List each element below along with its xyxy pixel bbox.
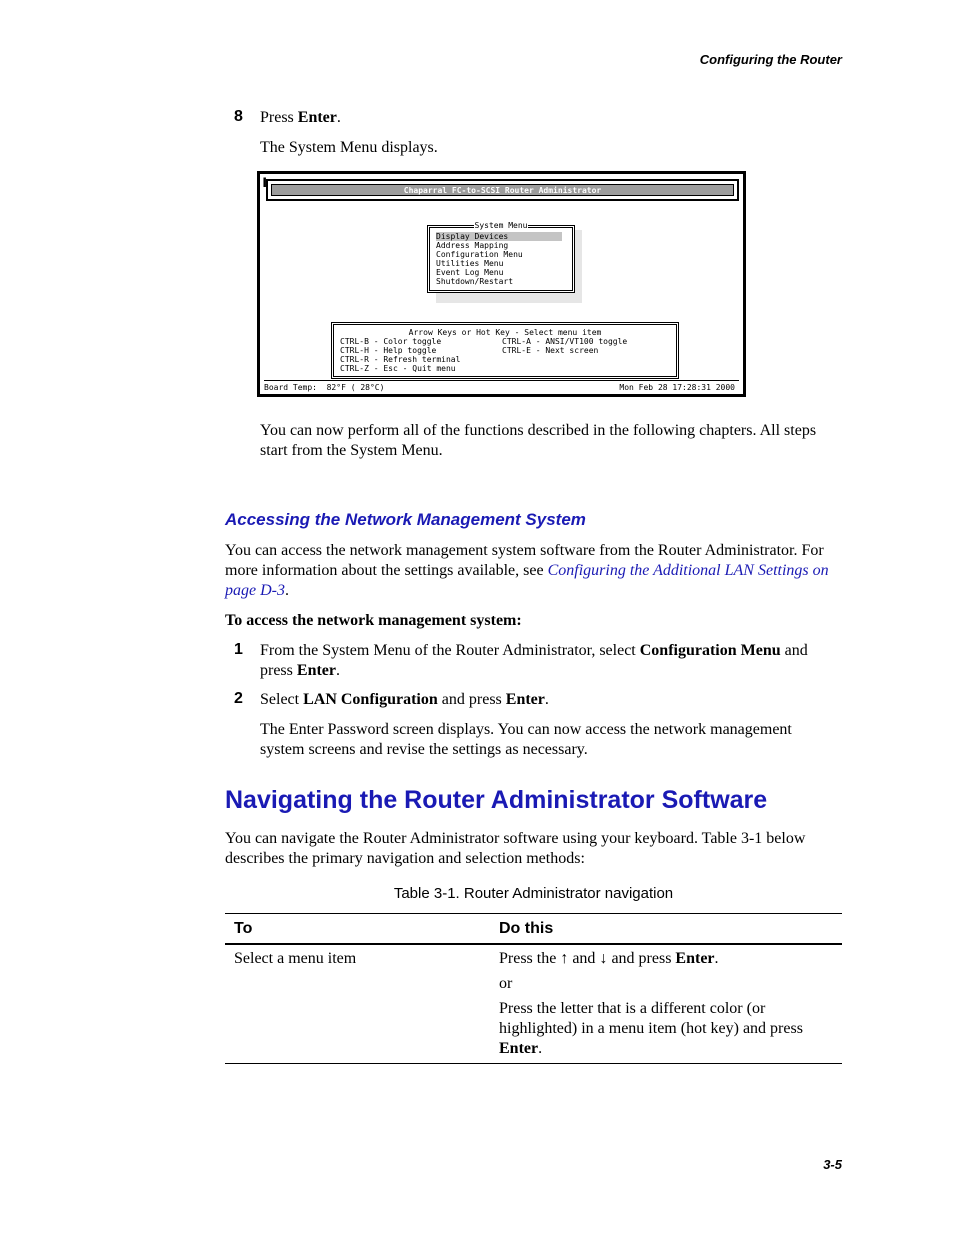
menu-item[interactable]: Event Log Menu <box>436 268 504 277</box>
menu-item[interactable]: Shutdown/Restart <box>436 277 514 286</box>
help-box <box>331 322 679 379</box>
up-arrow-icon: ↑ <box>560 950 569 967</box>
system-menu-items <box>436 232 562 286</box>
table-header-do: Do this <box>499 920 554 937</box>
table-cell: Press the letter that is a different color (or highlighted) in a menu item (hot key) and press Enter. <box>499 1000 803 1057</box>
paragraph: You can access the network management system software from the Router Administrator. For more information about the settings available, see Configuring the Additional LAN Settings on page D-3. <box>225 542 829 599</box>
menu-item[interactable]: Address Mapping <box>436 241 509 250</box>
system-menu-box <box>427 221 575 293</box>
help-left-column <box>340 337 460 373</box>
table-header-rule <box>225 943 842 945</box>
help-line: CTRL-R - Refresh terminal <box>340 355 461 364</box>
help-line: CTRL-H - Help toggle <box>340 346 437 355</box>
table-cell-or: or <box>499 975 513 992</box>
cursor-mark: ▐ <box>261 178 266 187</box>
section-subheading: Accessing the Network Management System <box>225 510 586 529</box>
table-bottom-rule <box>225 1063 842 1064</box>
step-result: The System Menu displays. <box>260 139 438 156</box>
system-menu-title: System Menu <box>474 221 528 230</box>
system-menu-screenshot <box>257 171 746 397</box>
menu-item[interactable]: Display Devices <box>436 232 562 241</box>
table-caption: Table 3-1. Router Administrator navigation <box>393 885 674 902</box>
help-line: CTRL-E - Next screen <box>502 346 599 355</box>
help-right-column <box>502 337 627 355</box>
help-line: CTRL-Z - Esc - Quit menu <box>340 364 456 373</box>
help-header: Arrow Keys or Hot Key - Select menu item <box>408 328 602 337</box>
step-number: 8 <box>234 108 243 125</box>
menu-item[interactable]: Configuration Menu <box>436 250 523 259</box>
step-text: Press Enter. <box>260 109 341 126</box>
status-line <box>264 380 739 392</box>
table-top-rule <box>225 913 842 914</box>
date-time: Mon Feb 28 17:28:31 2000 <box>619 383 735 392</box>
board-temp: Board Temp: 82°F ( 28°C) <box>264 383 385 392</box>
step-text: From the System Menu of the Router Administrator, select Configuration Menu and press Enter. <box>260 642 808 679</box>
cross-reference-link[interactable]: Configuring the Additional LAN Settings on page D-3 <box>225 562 829 599</box>
section-heading: Navigating the Router Administrator Software <box>225 786 768 814</box>
help-line: CTRL-B - Color toggle <box>340 337 442 346</box>
paragraph: You can navigate the Router Administrator software using your keyboard. Table 3-1 below describes the primary navigation and selection methods: <box>225 830 806 867</box>
page-number: 3-5 <box>823 1157 842 1172</box>
title-bar <box>266 179 739 201</box>
down-arrow-icon: ↓ <box>599 950 608 967</box>
procedure-title: To access the network management system: <box>225 612 522 629</box>
help-line: CTRL-A - ANSI/VT100 toggle <box>502 337 628 346</box>
step-result: The Enter Password screen displays. You can now access the network management system screens and revise the settings as necessary. <box>260 721 792 758</box>
step-text: Select LAN Configuration and press Enter. <box>260 691 549 708</box>
paragraph: You can now perform all of the functions described in the following chapters. All steps start from the System Menu. <box>260 422 817 459</box>
table-header-to: To <box>234 920 253 937</box>
running-header: Configuring the Router <box>699 52 842 67</box>
table-cell: Select a menu item <box>234 950 357 967</box>
step-number: 1 <box>234 641 243 658</box>
menu-item[interactable]: Utilities Menu <box>436 259 504 268</box>
table-cell: Press the ↑ and ↓ and press Enter. <box>499 950 719 967</box>
step-number: 2 <box>234 690 243 707</box>
terminal-title: Chaparral FC-to-SCSI Router Administrator <box>271 184 734 196</box>
